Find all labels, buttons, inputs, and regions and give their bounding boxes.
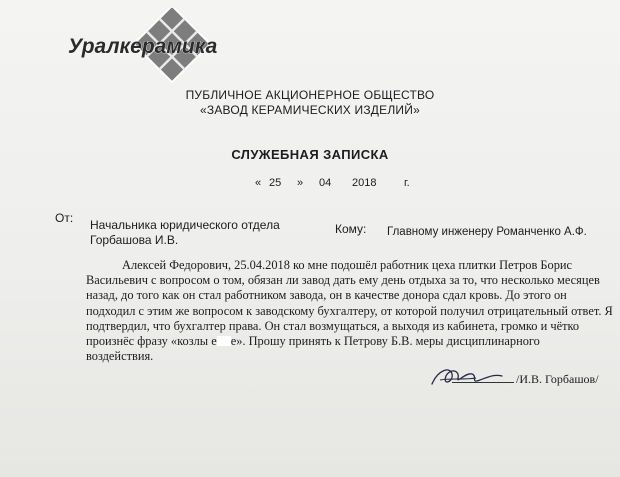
signer-name: /И.В. Горбашов/ <box>516 372 599 386</box>
date-month: 04 <box>319 177 332 189</box>
body-line-6a: произнёс фразу «козлы е <box>86 334 217 349</box>
body-line: подходил с этим же вопросом к заводскому бухгалтеру, от которой получил отрицательный ответ. Я <box>86 303 613 318</box>
date-day: 25 <box>269 177 282 189</box>
date-suffix: г. <box>404 177 410 189</box>
handwritten-signature <box>420 362 515 392</box>
org-line-1: ПУБЛИЧНОЕ АКЦИОНЕРНОЕ ОБЩЕСТВО <box>185 88 435 102</box>
document-date <box>0 177 620 193</box>
body-line: Васильевич с вопросом о том, обязан ли завод дать ему день отдыха за то, что несколько месяцев <box>86 273 600 288</box>
date-year: 2018 <box>352 177 377 189</box>
from-name: Горбашова И.В. <box>90 233 179 247</box>
body-line: Алексей Федорович, 25.04.2018 ко мне подошёл работник цеха плитки Петров Борис <box>122 258 573 272</box>
from-label: От: <box>55 211 74 225</box>
company-logo <box>60 8 250 83</box>
to-recipient: Главному инженеру Романченко А.Ф. <box>387 226 587 238</box>
body-line: подтвердил, что бухгалтер права. Он стал возмущаться, а выходя из кабинета, громко и чётко <box>86 318 580 333</box>
memo-body <box>86 258 613 364</box>
logo-wordmark: Уралкерамика <box>68 35 218 58</box>
date-close-quote: » <box>297 177 304 189</box>
from-position: Начальника юридического отдела <box>90 218 280 232</box>
body-line <box>86 334 610 349</box>
document-title: СЛУЖЕБНАЯ ЗАПИСКА <box>231 147 389 162</box>
redaction-block <box>217 336 231 346</box>
logo-diamond-icon <box>60 8 250 83</box>
signature-line <box>452 382 514 383</box>
org-line-2: «ЗАВОД КЕРАМИЧЕСКИХ ИЗДЕЛИЙ» <box>200 103 420 117</box>
date-open-quote: « <box>255 177 262 189</box>
body-line: воздействия. <box>86 349 154 364</box>
body-line-6b: е». Прошу принять к Петрову Б.В. меры дисциплинарного <box>230 334 540 349</box>
to-label: Кому: <box>335 222 367 236</box>
body-line: назад, до того как он стал работником завода, он в качестве донора сдал кровь. До этого он <box>86 288 567 303</box>
